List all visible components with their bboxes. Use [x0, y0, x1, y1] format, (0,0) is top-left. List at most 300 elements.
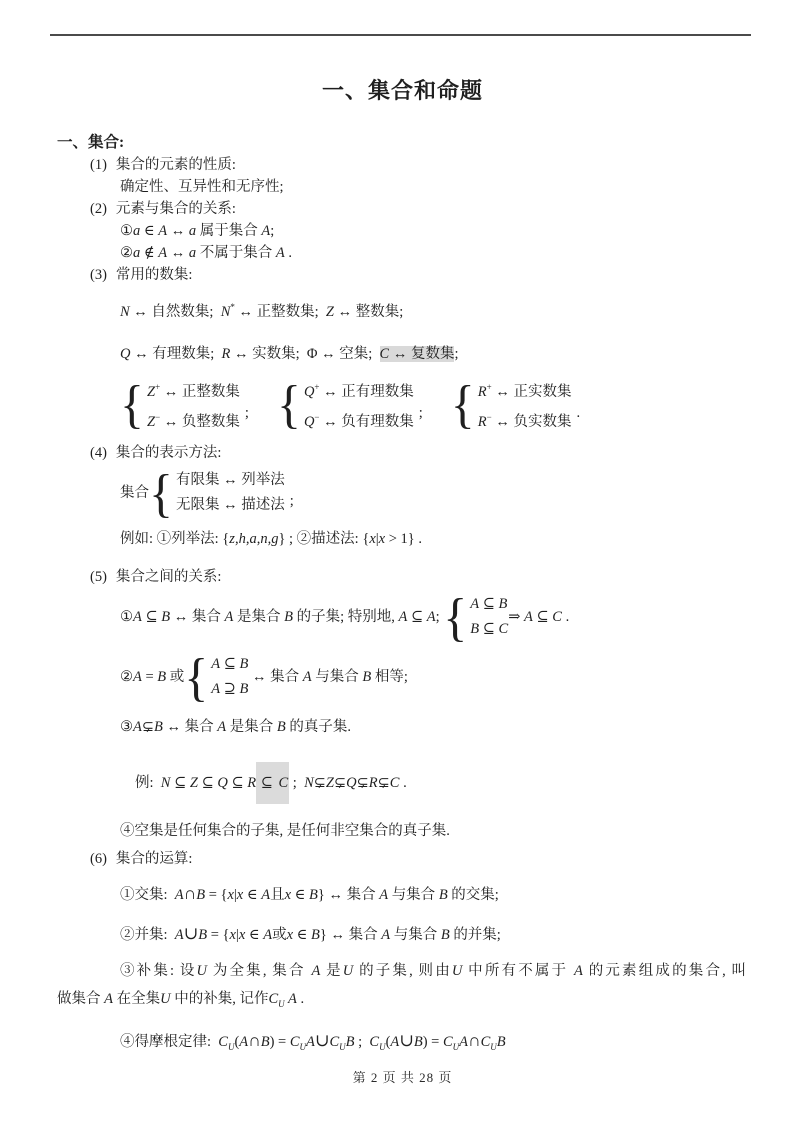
text-segment: n — [260, 531, 268, 548]
text-segment: B — [260, 1034, 270, 1051]
text-segment: − — [314, 411, 320, 422]
text-segment: ↔ 集合 — [248, 669, 303, 686]
text-segment: A — [302, 669, 312, 686]
text-segment: ②并集: — [120, 927, 175, 944]
text-segment: h — [238, 531, 246, 548]
text-segment: Z — [147, 383, 156, 400]
text-segment: a — [249, 531, 257, 548]
text-segment: x — [236, 887, 244, 904]
text-segment: ∩ — [248, 1030, 261, 1051]
text-segment: ⊊ — [141, 719, 155, 736]
text-segment: 不属于集合 — [196, 245, 276, 261]
brace-line — [304, 405, 414, 435]
text-segment: Q — [303, 413, 315, 430]
text-segment: ↔ 集合 — [324, 887, 380, 904]
text-segment: 是 — [320, 963, 343, 980]
brace-stack — [147, 375, 240, 435]
text-segment: B — [498, 596, 508, 613]
formula-prefix: 集合 — [120, 485, 149, 502]
text-segment: ④得摩根定律: — [120, 1034, 219, 1051]
brace-stack — [478, 375, 572, 435]
text-segment: C — [480, 1034, 491, 1051]
text-segment: ⊊ — [356, 775, 369, 792]
brace-line — [211, 677, 248, 702]
set-representation-formula — [57, 463, 748, 523]
brace-line: 有限集 ↔ 列举法 — [176, 472, 285, 489]
formula-part — [120, 666, 184, 688]
text-segment: ∪ — [399, 1030, 414, 1051]
text-segment: ⊆ — [170, 775, 190, 792]
separator: ; — [418, 404, 423, 421]
text-segment: A — [390, 1034, 400, 1051]
text-segment: ⊇ — [220, 681, 240, 698]
text-segment: ② — [120, 245, 133, 261]
text-segment: 的子集; 特别地, — [292, 609, 399, 626]
text-segment: ↔ 集合 — [162, 719, 218, 736]
text-segment: A — [104, 991, 113, 1008]
text-segment: A — [524, 609, 533, 626]
text-segment: U — [227, 1042, 235, 1053]
proper-subset-formula — [57, 716, 748, 738]
complement-definition-line-2 — [57, 986, 748, 1017]
text-segment: A — [211, 681, 221, 698]
text-segment: ; ②描述法: { — [285, 531, 370, 548]
formula-part — [508, 606, 569, 628]
list-item-5 — [57, 566, 748, 588]
text-segment: B — [438, 887, 448, 904]
text-segment: C — [268, 991, 279, 1008]
brace-line — [211, 652, 248, 677]
text-segment: B — [284, 609, 293, 626]
text-segment: B — [161, 609, 171, 626]
text-segment: B — [470, 621, 480, 638]
text-segment: ) = — [269, 1034, 290, 1051]
text-segment: } — [317, 887, 325, 904]
list-item-4 — [57, 442, 748, 464]
text-segment: U — [452, 1042, 460, 1053]
text-segment: ( — [385, 1034, 391, 1051]
item-text: 元素与集合的关系: — [115, 201, 236, 217]
text-segment: Q — [217, 775, 228, 792]
number-sets-line-1 — [57, 296, 748, 323]
text-segment: * — [230, 302, 235, 312]
text-segment: Z — [325, 775, 334, 792]
text-segment: A — [239, 1034, 249, 1051]
brace-stack — [176, 468, 285, 518]
text-segment: B — [157, 669, 167, 686]
text-segment: B — [198, 927, 208, 944]
text-segment: ⊊ — [333, 775, 347, 792]
text-segment: 例: — [135, 775, 161, 792]
text-segment: ⊆ — [407, 609, 427, 626]
text-segment: ③ — [120, 719, 133, 736]
empty-set-note: ④空集是任何集合的子集, 是任何非空集合的真子集. — [120, 823, 450, 840]
text-segment: C — [278, 762, 290, 804]
item-1-continuation: 确定性、互异性和无序性; — [120, 179, 284, 195]
item-label: (2) — [90, 201, 107, 217]
text-segment: A — [275, 245, 285, 261]
text-segment: − — [155, 411, 161, 422]
text-segment: R — [221, 345, 231, 362]
text-segment: C — [289, 1034, 300, 1051]
header-rule — [50, 34, 751, 36]
text-segment: B — [239, 656, 249, 673]
text-segment: ; — [270, 223, 275, 239]
text-segment: C — [369, 1034, 380, 1051]
formula-part — [120, 606, 443, 628]
text-segment: A — [133, 719, 142, 736]
text-segment: ∩ — [183, 883, 197, 904]
text-segment: + — [486, 381, 492, 392]
text-segment: A — [133, 669, 142, 686]
text-segment: ⊆ — [479, 621, 499, 638]
text-segment: 中的补集, 记作 — [170, 991, 269, 1008]
brace-line: 无限集 ↔ 描述法 — [176, 497, 285, 514]
text-segment: ↔ 正整数集; — [234, 303, 326, 320]
text-segment: ∈ — [291, 887, 309, 904]
text-segment: R — [477, 383, 487, 400]
brace-stack — [304, 375, 414, 435]
text-segment: 与集合 — [311, 669, 363, 686]
text-segment: ∈ — [293, 927, 312, 944]
text-segment: Z — [325, 303, 334, 320]
text-segment: A — [381, 927, 391, 944]
text-segment: ↔ 集合 — [170, 609, 225, 626]
text-segment: ⊆ — [141, 609, 162, 626]
text-segment: A — [174, 887, 184, 904]
text-segment: A — [306, 1034, 315, 1051]
text-segment: A — [379, 887, 389, 904]
separator: ; — [244, 404, 249, 421]
text-segment: > 1} . — [385, 531, 422, 548]
text-segment: C — [329, 1034, 340, 1051]
text-segment: A — [261, 223, 271, 239]
separator: . — [576, 404, 581, 421]
de-morgan-law-formula — [57, 1027, 748, 1060]
text-segment: ⊆ — [532, 609, 553, 626]
text-segment: ↔ 正实数集 — [491, 383, 572, 400]
text-segment: x — [229, 927, 236, 944]
text-segment: Z — [147, 413, 156, 430]
text-segment: A — [284, 991, 297, 1008]
page-title: 一、集合和命题 — [321, 78, 483, 103]
brace-group-rationals — [277, 375, 423, 435]
text-segment: } — [278, 531, 286, 548]
text-segment: R — [368, 775, 378, 792]
text-segment: B — [311, 927, 320, 944]
left-brace: { — [149, 463, 173, 523]
text-segment: A — [574, 963, 583, 980]
list-item-2 — [57, 198, 748, 220]
subset-relation-formula — [57, 587, 748, 647]
brace-line — [470, 617, 508, 642]
item-text: 常用的数集: — [115, 267, 193, 283]
page-footer: 第 2 页 共 28 页 — [352, 1070, 453, 1086]
text-segment: 的子集, 则由 — [353, 963, 452, 980]
text-segment: 的交集; — [447, 887, 499, 904]
left-brace: { — [450, 374, 475, 434]
text-segment: ↔ — [167, 245, 189, 261]
list-item-1 — [57, 154, 748, 176]
text-segment: R — [477, 413, 487, 430]
text-segment: = { — [207, 927, 230, 944]
brace-line — [478, 405, 572, 435]
brace-group-integers — [120, 375, 249, 435]
text-segment: 为全集, 集合 — [207, 963, 312, 980]
item-text: 集合之间的关系: — [115, 569, 222, 586]
text-segment: 做集合 — [57, 991, 105, 1008]
text-segment: ↔ 实数集; — [230, 345, 307, 362]
text-segment: 且 — [270, 887, 285, 904]
text-segment: ↔ 自然数集; — [129, 303, 221, 320]
number-set-brace-groups — [57, 375, 748, 435]
brace-stack — [470, 592, 508, 642]
text-segment: ( — [234, 1034, 240, 1051]
text-segment: A — [311, 963, 321, 980]
text-segment: x — [378, 531, 386, 548]
text-segment: B — [345, 1034, 355, 1051]
text-segment: A — [459, 1034, 468, 1051]
text-segment: A — [261, 887, 271, 904]
text-segment: C — [498, 621, 509, 638]
text-segment: Q — [346, 775, 357, 792]
text-segment: = — [141, 669, 158, 686]
separator: ; — [289, 493, 294, 510]
item-text: 集合的表示方法: — [115, 445, 222, 462]
text-segment: 与集合 — [388, 887, 439, 904]
text-segment: Q — [120, 345, 131, 362]
brace-line — [478, 375, 572, 405]
text-segment: | — [233, 887, 237, 904]
text-segment: ↔ 整数集; — [333, 303, 404, 320]
text-segment: A — [158, 245, 168, 261]
text-segment: C — [389, 775, 400, 792]
text-segment: A — [133, 609, 142, 626]
text-segment: + — [314, 381, 320, 392]
text-segment: N — [120, 303, 130, 320]
text-segment: ↔ 有理数集; — [130, 345, 222, 362]
text-segment: 或 — [272, 927, 287, 944]
text-segment: . — [399, 775, 407, 792]
union-formula — [57, 920, 748, 948]
text-segment: A — [426, 609, 436, 626]
text-segment: U — [278, 999, 285, 1010]
list-item-6 — [57, 848, 748, 870]
text-segment: A — [263, 927, 273, 944]
text-segment: ∈ — [243, 887, 262, 904]
text-segment: 在全集 — [112, 991, 161, 1008]
text-segment: 是集合 — [226, 719, 277, 736]
left-brace: { — [276, 374, 301, 434]
text-segment: ; — [435, 609, 444, 626]
text-segment: ⊆ — [197, 775, 218, 792]
text-segment: B — [154, 719, 163, 736]
text-segment: a — [188, 223, 197, 239]
text-segment: N — [304, 775, 314, 792]
text-segment: U — [379, 1042, 386, 1053]
text-segment: + — [155, 381, 161, 392]
text-segment: , — [267, 531, 272, 548]
list-item-3 — [57, 264, 748, 286]
text-segment: N — [160, 775, 171, 792]
text-segment: ⊊ — [313, 775, 326, 792]
text-segment: B — [309, 887, 318, 904]
text-segment: ↔ 负实数集 — [491, 413, 572, 430]
text-segment: ⇒ — [508, 609, 524, 626]
brace-line — [470, 592, 508, 617]
text-segment: ① — [120, 609, 133, 626]
brace-stack — [211, 652, 248, 702]
text-segment: U — [342, 963, 354, 980]
item-text: 集合的元素的性质: — [115, 157, 236, 173]
text-segment: a — [133, 245, 141, 261]
text-segment: ) = — [422, 1034, 443, 1051]
text-segment: = { — [205, 887, 228, 904]
text-segment: ∩ — [468, 1030, 481, 1051]
text-segment: ↔ 正整数集 — [160, 383, 240, 400]
item-text: 集合的运算: — [115, 851, 193, 868]
text-segment: U — [339, 1042, 346, 1053]
text-segment: , — [256, 531, 261, 548]
text-segment: A — [470, 596, 480, 613]
text-segment: 是集合 — [233, 609, 285, 626]
text-segment: ① — [120, 223, 133, 239]
text-segment: 属于集合 — [196, 223, 262, 239]
text-segment: 的元素组成的集合, 叫 — [582, 963, 747, 980]
text-segment: U — [451, 963, 463, 980]
text-segment: . — [284, 245, 292, 261]
text-segment: C — [442, 1034, 453, 1051]
text-segment: 或 — [166, 669, 185, 686]
text-segment: U — [196, 963, 208, 980]
text-segment: Z — [189, 775, 198, 792]
item-label: (1) — [90, 157, 107, 173]
text-segment: ∪ — [314, 1030, 330, 1051]
left-brace: { — [120, 374, 144, 434]
text-segment: | — [235, 927, 239, 944]
text-segment: B — [362, 669, 372, 686]
text-segment: A — [211, 656, 221, 673]
text-segment: ∪ — [183, 923, 199, 944]
membership-formula-2 — [57, 242, 748, 264]
representation-example — [57, 528, 748, 550]
text-segment: ↔ 集合 — [326, 927, 382, 944]
text-segment: B — [196, 887, 206, 904]
text-segment: , — [245, 531, 250, 548]
text-segment: ∉ — [140, 245, 159, 261]
text-segment: ; — [289, 775, 305, 792]
text-segment: , — [234, 531, 239, 548]
section-heading: 一、集合: — [57, 134, 125, 151]
brace-line — [304, 375, 414, 405]
text-segment: B — [440, 927, 450, 944]
text-segment: g — [271, 531, 279, 548]
text-segment: − — [486, 411, 492, 422]
text-segment: A — [158, 223, 168, 239]
text-segment: A — [174, 927, 184, 944]
brace-line — [147, 405, 240, 435]
text-segment: a — [133, 223, 141, 239]
text-segment: C — [218, 1034, 228, 1051]
text-segment: U — [160, 991, 171, 1008]
item-label: (4) — [90, 445, 107, 462]
text-segment: B — [239, 681, 249, 698]
text-segment: x — [238, 927, 246, 944]
text-segment: ⊆ — [479, 596, 499, 613]
complement-definition-line-1 — [57, 958, 748, 984]
text-segment: B — [276, 719, 286, 736]
brace-group-reals — [451, 375, 580, 435]
text-segment: B — [496, 1034, 506, 1051]
text-segment: x — [284, 887, 292, 904]
text-segment: 与集合 — [390, 927, 441, 944]
text-segment: 中所有不属于 — [462, 963, 575, 980]
text-segment: ①交集: — [120, 887, 175, 904]
text-segment: ↔ 正有理数集 — [319, 383, 414, 400]
text-segment: 的真子集. — [285, 719, 351, 736]
text-segment: Φ ↔ 空集; — [306, 345, 380, 362]
membership-formula-1 — [57, 220, 748, 242]
text-segment: ; — [354, 1034, 370, 1051]
text-segment: C — [379, 345, 390, 362]
text-segment: } — [319, 927, 327, 944]
text-segment: A — [224, 609, 234, 626]
formula-part — [248, 666, 408, 688]
text-segment: Q — [303, 383, 315, 400]
intersection-formula — [57, 880, 748, 908]
item-label: (3) — [90, 267, 107, 283]
text-segment: ↔ 负整数集 — [160, 413, 240, 430]
text-segment: ③补集: 设 — [120, 963, 197, 980]
set-equality-formula — [57, 647, 748, 707]
text-segment: ∈ — [245, 927, 264, 944]
text-segment: A — [217, 719, 227, 736]
left-brace: { — [184, 647, 209, 707]
text-segment: a — [188, 245, 197, 261]
text-segment: ⊆ — [256, 762, 277, 804]
text-segment: 的并集; — [449, 927, 501, 944]
text-segment: N — [220, 303, 231, 320]
left-brace: { — [443, 587, 468, 647]
text-segment: 相等; — [371, 669, 408, 686]
text-segment: R — [247, 775, 257, 792]
item-label: (6) — [90, 851, 107, 868]
text-segment: ↔ 复数集 — [389, 345, 455, 362]
text-segment: | — [375, 531, 379, 548]
text-segment: ⊊ — [377, 775, 390, 792]
text-segment: ∈ — [140, 223, 159, 239]
text-segment: C — [552, 609, 562, 626]
brace-line — [147, 375, 240, 405]
text-segment: ; — [454, 345, 459, 362]
text-segment: x — [227, 887, 234, 904]
text-segment: ⊆ — [227, 775, 248, 792]
text-segment: B — [413, 1034, 423, 1051]
text-segment: 例如: ①列举法: { — [120, 531, 230, 548]
text-segment: U — [490, 1042, 497, 1053]
subset-chain-example — [57, 772, 748, 794]
number-sets-line-2 — [57, 343, 748, 365]
item-label: (5) — [90, 569, 107, 586]
text-segment: . — [296, 991, 305, 1008]
text-segment: U — [299, 1042, 307, 1053]
text-segment: A — [398, 609, 408, 626]
text-segment: ↔ 负有理数集 — [319, 413, 414, 430]
text-segment: z — [229, 531, 235, 548]
text-segment: ⊆ — [220, 656, 240, 673]
text-segment: ↔ — [167, 223, 189, 239]
text-segment: x — [369, 531, 376, 548]
